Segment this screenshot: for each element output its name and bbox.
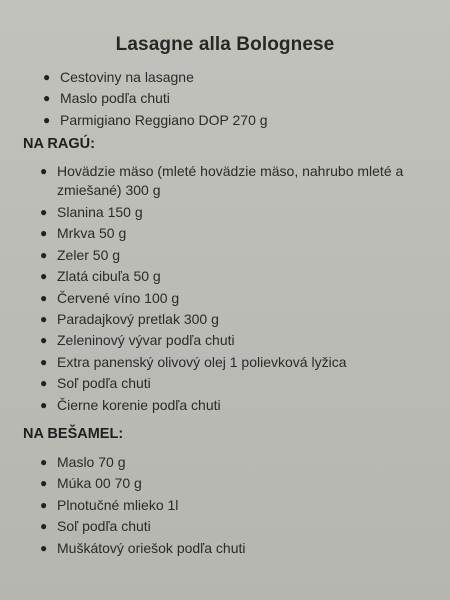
bullet-icon: ● [40,269,48,284]
bullet-icon: ● [43,70,51,84]
list-item-text: Parmigiano Reggiano DOP 270 g [60,111,268,128]
list-item-text: Čierne korenie podľa chuti [57,396,221,413]
list-item [40,473,246,494]
list-item [40,202,420,223]
list-item [40,330,420,351]
list-item-text: Soľ podľa chuti [57,375,151,392]
besamel-ingredient-list [40,452,246,559]
bullet-icon: ● [40,290,48,305]
list-item-text: Múka 00 70 g [57,475,142,492]
bullet-icon: ● [40,226,48,241]
bullet-icon: ● [40,312,48,327]
bullet-icon: ● [40,497,48,512]
list-item [40,162,420,202]
bullet-icon: ● [43,91,51,106]
bullet-icon: ● [40,376,48,391]
list-item-text: Muškátový oriešok podľa chuti [57,539,246,556]
intro-ingredient-list [43,67,268,131]
bullet-icon: ● [40,354,48,369]
list-item [40,309,420,330]
list-item [40,516,246,537]
list-item [40,288,420,309]
section-heading-besamel: NA BEŠAMEL: [23,426,124,442]
list-item-text: Paradajkový pretlak 300 g [57,311,219,328]
list-item-text: Maslo podľa chuti [60,90,170,107]
bullet-icon: ● [40,476,48,491]
list-item [40,452,246,473]
list-item-text: Zeleninový vývar podľa chuti [57,332,235,349]
list-item [40,373,420,394]
list-item [40,395,420,416]
list-item [43,67,268,88]
list-item-text: Slanina 150 g [57,204,143,220]
list-item [43,88,268,109]
page-title: Lasagne alla Bolognese [115,34,335,55]
list-item [43,110,268,131]
list-item-text: Maslo 70 g [57,454,126,470]
bullet-icon: ● [40,205,48,219]
section-heading-ragu: NA RAGÚ: [23,136,95,152]
bullet-icon: ● [40,164,48,178]
bullet-icon: ● [40,247,48,262]
list-item-text: Hovädzie mäso (mleté hovädzie mäso, nahrubo mleté a zmiešané) 300 g [57,163,404,198]
list-item-text: Červené víno 100 g [57,289,180,306]
bullet-icon: ● [40,397,48,412]
list-item-text: Zeler 50 g [57,246,121,263]
bullet-icon: ● [40,519,48,534]
bullet-icon: ● [40,333,48,348]
list-item-text: Mrkva 50 g [57,225,127,242]
list-item [40,495,246,516]
list-item-text: Soľ podľa chuti [57,518,151,535]
bullet-icon: ● [40,540,48,555]
bullet-icon: ● [43,112,51,127]
list-item [40,538,246,559]
ragu-ingredient-list [40,162,420,416]
bullet-icon: ● [40,455,48,469]
list-item [40,266,420,287]
list-item-text: Zlatá cibuľa 50 g [57,268,161,285]
list-item-text: Plnotučné mlieko 1l [57,496,179,513]
list-item [40,245,420,266]
list-item-text: Cestoviny na lasagne [60,69,194,85]
list-item [40,352,420,373]
list-item-text: Extra panenský olivový olej 1 polievková lyžica [57,353,347,370]
list-item [40,223,420,244]
